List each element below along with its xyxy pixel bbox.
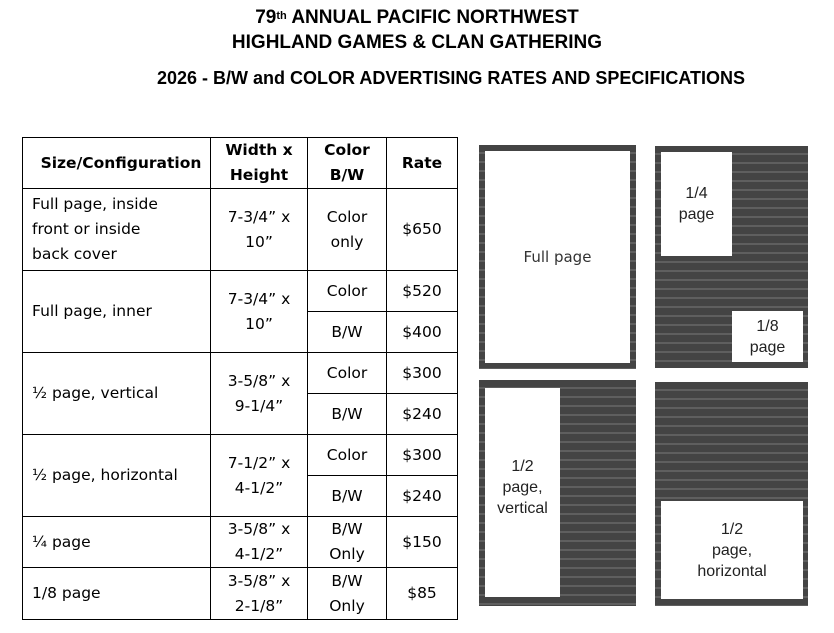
- dims-text: 4-1/2”: [234, 478, 284, 497]
- color-text: B/W: [331, 486, 363, 505]
- size-cell: [23, 271, 211, 353]
- half-horizontal-area: [661, 501, 803, 599]
- color-cell: [308, 476, 387, 517]
- header-dims-line1: Width x: [225, 141, 293, 159]
- header-color: [308, 138, 387, 189]
- table-row: [23, 517, 458, 568]
- size-cell: [23, 435, 211, 517]
- dims-text: 3-5/8” x: [227, 520, 291, 538]
- dims-cell: [211, 271, 308, 353]
- header-rate-label: Rate: [401, 153, 443, 172]
- color-text: B/W: [331, 404, 363, 423]
- label-line: horizontal: [697, 562, 767, 580]
- rate-cell: [387, 568, 458, 620]
- color-cell: [308, 435, 387, 476]
- title-line-1-text: ANNUAL PACIFIC NORTHWEST: [286, 7, 579, 28]
- rate-cell: [387, 353, 458, 394]
- dims-cell: [211, 517, 308, 568]
- size-text: 1/8 page: [32, 584, 101, 602]
- rate-cell: [387, 394, 458, 435]
- color-text: Only: [329, 545, 365, 563]
- title-line-1: [0, 6, 834, 30]
- full-page-area: [485, 151, 630, 363]
- dims-text: 9-1/4”: [234, 396, 284, 415]
- header-color-line1: Color: [324, 141, 370, 159]
- color-cell: [308, 271, 387, 312]
- diagram-full-page: [479, 145, 636, 369]
- size-text: ½ page, horizontal: [32, 466, 178, 484]
- label-line: 1/2: [511, 458, 534, 475]
- size-text: back cover: [32, 245, 117, 263]
- color-cell: [308, 568, 387, 620]
- dims-text: 7-1/2” x: [227, 453, 291, 472]
- size-cell: [23, 568, 211, 620]
- rate-text: $150: [402, 532, 442, 551]
- rate-text: $650: [402, 220, 442, 238]
- rate-text: $520: [402, 281, 442, 300]
- table-row: [23, 189, 458, 271]
- rates-table: [22, 137, 458, 620]
- size-cell: [23, 189, 211, 271]
- label-line: page,: [711, 541, 753, 559]
- color-cell: [308, 353, 387, 394]
- size-text: ¼ page: [32, 532, 91, 551]
- table-row: [23, 435, 458, 476]
- quarter-page-label: [679, 183, 715, 225]
- table-row: [23, 568, 458, 620]
- dims-text: 7-3/4” x: [227, 289, 291, 308]
- color-text: B/W: [331, 322, 363, 341]
- half-horizontal-label: [697, 519, 766, 582]
- color-text: Color: [326, 445, 368, 464]
- dims-text: 2-1/8”: [234, 596, 284, 615]
- title-edition-number: 79: [255, 7, 277, 28]
- half-vertical-label: [497, 456, 548, 519]
- color-cell: [308, 517, 387, 568]
- full-page-label: Full page: [523, 247, 592, 266]
- dims-cell: [211, 568, 308, 620]
- dims-text: 3-5/8” x: [227, 371, 291, 390]
- label-line: 1/2: [720, 520, 744, 538]
- label-line: page: [749, 338, 786, 356]
- dims-text: 10”: [245, 314, 273, 333]
- rate-cell: [387, 476, 458, 517]
- diagram-quarter-eighth: [655, 146, 808, 368]
- size-text: Full page, inner: [32, 302, 152, 320]
- half-vertical-area: [485, 388, 560, 597]
- rate-text: $400: [402, 322, 442, 341]
- size-cell: [23, 353, 211, 435]
- color-text: B/W: [331, 520, 363, 538]
- label-line: page,: [502, 479, 543, 496]
- color-cell: [308, 189, 387, 271]
- subtitle: 2026 - B/W and COLOR ADVERTISING RATES AND SPECIFICATIONS: [156, 68, 746, 88]
- dims-cell: [211, 435, 308, 517]
- rate-text: $240: [402, 404, 442, 423]
- diagram-half-horizontal: [655, 382, 808, 606]
- rate-text: $300: [402, 445, 442, 464]
- quarter-page-area: [661, 152, 732, 256]
- rate-text: $300: [402, 363, 442, 382]
- header-dimensions: [211, 138, 308, 189]
- size-text: Full page, inside: [32, 195, 158, 213]
- color-text: only: [330, 232, 364, 251]
- color-cell: [308, 394, 387, 435]
- table-header-row: [23, 138, 458, 189]
- dims-text: 10”: [245, 232, 273, 251]
- rate-cell: [387, 312, 458, 353]
- color-text: Color: [326, 281, 368, 300]
- title-line-2: HIGHLAND GAMES & CLAN GATHERING: [231, 32, 603, 53]
- label-line: page: [678, 206, 715, 223]
- header-color-line2: B/W: [329, 166, 365, 184]
- eighth-page-label: [750, 316, 786, 358]
- title-ordinal-suffix: th: [276, 10, 287, 22]
- label-line: 1/4: [685, 185, 708, 202]
- rate-text: $85: [407, 584, 437, 602]
- header-dims-line2: Height: [229, 166, 289, 184]
- rate-cell: [387, 271, 458, 312]
- rate-text: $240: [402, 486, 442, 505]
- color-text: Only: [329, 596, 365, 615]
- size-text: front or inside: [32, 220, 141, 238]
- color-cell: [308, 312, 387, 353]
- color-text: Color: [326, 363, 368, 382]
- header-size-label: Size/Configuration: [40, 153, 202, 172]
- diagram-half-vertical: [479, 380, 636, 606]
- dims-cell: [211, 189, 308, 271]
- size-text: ½ page, vertical: [32, 384, 159, 402]
- rate-cell: [387, 435, 458, 476]
- color-text: B/W: [331, 571, 363, 590]
- dims-text: 4-1/2”: [234, 545, 284, 563]
- color-text: Color: [326, 207, 368, 226]
- table-row: [23, 271, 458, 312]
- eighth-page-area: [732, 311, 803, 362]
- header-size: [23, 138, 211, 189]
- label-line: vertical: [497, 500, 548, 517]
- rate-cell: [387, 189, 458, 271]
- dims-text: 3-5/8” x: [227, 571, 291, 590]
- table-row: [23, 353, 458, 394]
- dims-text: 7-3/4” x: [227, 207, 291, 226]
- label-line: 1/8: [756, 317, 779, 335]
- size-cell: [23, 517, 211, 568]
- rate-cell: [387, 517, 458, 568]
- header-rate: [387, 138, 458, 189]
- dims-cell: [211, 353, 308, 435]
